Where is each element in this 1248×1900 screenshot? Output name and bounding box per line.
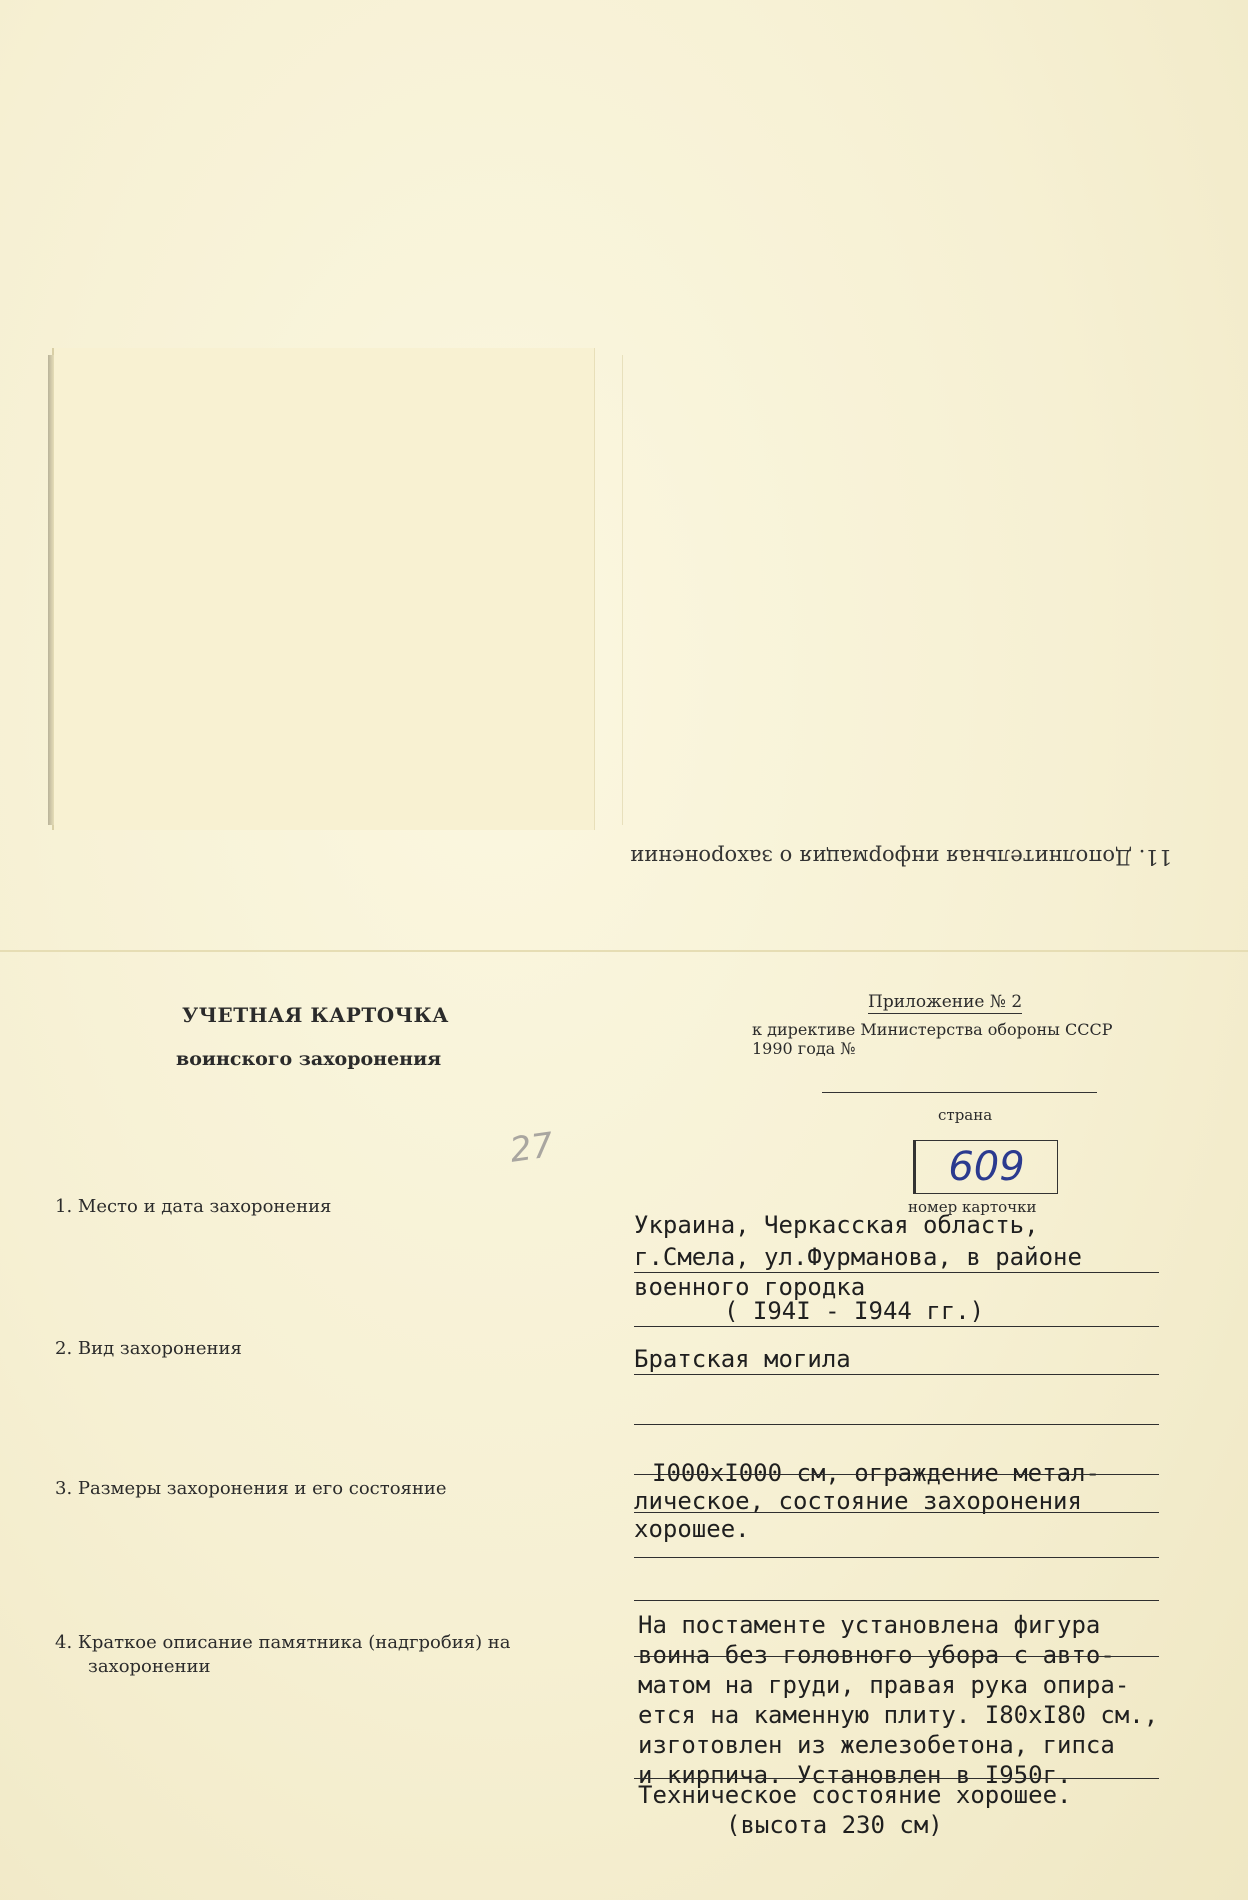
directive-line-2: 1990 года № bbox=[752, 1039, 856, 1058]
card-number-label: номер карточки bbox=[908, 1198, 1037, 1216]
field-1-rule-2 bbox=[634, 1326, 1159, 1327]
additional-info-heading: 11. Дополнительная информация о захоронении bbox=[630, 845, 1173, 869]
field-3-rule-1 bbox=[634, 1474, 1159, 1475]
field-3-value-line-3: хорошее. bbox=[634, 1515, 750, 1543]
field-2-label: 2. Вид захоронения bbox=[55, 1338, 242, 1359]
photo-edge-shadow bbox=[48, 355, 54, 825]
country-label: страна bbox=[938, 1106, 993, 1124]
fold-line bbox=[0, 950, 1248, 952]
field-4-value-line-4: ется на каменную плиту. I80xI80 см., bbox=[638, 1701, 1159, 1729]
card-number: 609 bbox=[948, 1144, 1025, 1190]
field-3-rule-3 bbox=[634, 1557, 1159, 1558]
pencil-annotation: 27 bbox=[507, 1125, 556, 1171]
photo-area-right bbox=[622, 355, 1148, 825]
card-title: УЧЕТНАЯ КАРТОЧКА bbox=[182, 1003, 449, 1027]
field-2-rule-2 bbox=[634, 1424, 1159, 1425]
field-1-value-line-3: военного городка bbox=[634, 1273, 866, 1301]
field-3-value-line-1: I000xI000 см, ограждение метал- bbox=[652, 1459, 1100, 1487]
field-3-label: 3. Размеры захоронения и его состояние bbox=[55, 1478, 447, 1499]
field-4-label-line-1: 4. Краткое описание памятника (надгробия) на bbox=[55, 1632, 511, 1653]
field-4-value-line-6: и кирпича. Установлен в I950г. bbox=[638, 1761, 1072, 1789]
field-1-value-line-1: Украина, Черкасская область, bbox=[634, 1211, 1039, 1239]
field-4-rule-1 bbox=[634, 1656, 1159, 1657]
field-4-value-line-8: (высота 230 см) bbox=[726, 1811, 943, 1839]
country-underline bbox=[822, 1092, 1097, 1093]
field-3-value-line-2: лическое, состояние захоронения bbox=[634, 1487, 1082, 1515]
field-3-rule-4 bbox=[634, 1600, 1159, 1601]
field-3-rule-2 bbox=[634, 1512, 1159, 1513]
field-4-label-line-2: захоронении bbox=[88, 1656, 211, 1677]
field-1-value-line-2: г.Смела, ул.Фурманова, в районе bbox=[634, 1243, 1082, 1271]
field-2-value-line-1: Братская могила bbox=[634, 1345, 851, 1373]
field-4-value-line-2: воина без головного убора с авто- bbox=[638, 1641, 1115, 1669]
field-4-value-line-5: изготовлен из железобетона, гипса bbox=[638, 1731, 1115, 1759]
card-number-box bbox=[913, 1140, 1058, 1194]
appendix-label: Приложение № 2 bbox=[868, 992, 1023, 1012]
field-4-rule-2 bbox=[634, 1778, 1159, 1779]
field-2-rule-1 bbox=[634, 1374, 1159, 1375]
field-4-value-line-3: матом на груди, правая рука опира- bbox=[638, 1671, 1130, 1699]
directive-text bbox=[752, 1020, 1152, 1058]
field-1-value-line-4: ( I94I - I944 гг.) bbox=[724, 1297, 985, 1325]
card-subtitle: воинского захоронения bbox=[176, 1048, 442, 1070]
photo-area-left bbox=[52, 348, 595, 830]
field-4-value-line-7: Техническое состояние хорошее. bbox=[638, 1781, 1072, 1809]
field-4-value-line-1: На постаменте установлена фигура bbox=[638, 1611, 1101, 1639]
directive-line-1: к директиве Министерства обороны СССР bbox=[752, 1020, 1113, 1039]
field-1-label: 1. Место и дата захоронения bbox=[55, 1196, 332, 1217]
